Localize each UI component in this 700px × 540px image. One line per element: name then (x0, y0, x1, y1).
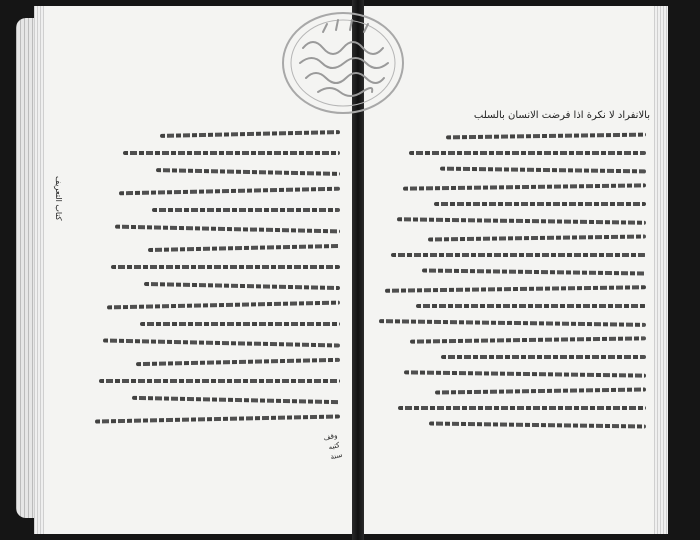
handwritten-line (446, 133, 646, 140)
handwritten-line (132, 396, 340, 404)
handwritten-line (160, 130, 340, 138)
right-page-edge (654, 6, 668, 534)
left-page-edge (34, 6, 44, 534)
handwritten-line (391, 253, 646, 257)
handwritten-line (123, 151, 340, 155)
handwritten-line (148, 244, 340, 252)
handwritten-line (115, 225, 340, 234)
colophon-line-1: وقف (322, 431, 339, 443)
handwritten-line (435, 388, 646, 395)
handwritten-line (422, 268, 646, 275)
handwritten-line (410, 336, 646, 343)
handwritten-line (385, 285, 646, 293)
handwritten-line (136, 358, 340, 366)
handwritten-line (441, 355, 646, 359)
handwritten-line (99, 379, 340, 383)
handwritten-line (111, 265, 340, 269)
handwritten-line (119, 187, 340, 196)
right-page-first-line: بالانفراد لا نكرة اذا فرضت الانسان بالسلب (473, 110, 650, 121)
handwritten-line (95, 414, 340, 423)
handwritten-line (397, 217, 646, 224)
colophon-line-3: سنة (329, 450, 343, 462)
handwritten-line (434, 202, 646, 206)
left-margin-note: كتاب التعريف (54, 176, 63, 221)
handwritten-line (416, 304, 646, 308)
handwritten-line (404, 370, 646, 377)
handwritten-line (403, 183, 646, 190)
handwritten-line (379, 319, 646, 327)
book-edge (16, 18, 36, 518)
handwritten-line (152, 208, 340, 212)
handwritten-line (398, 406, 646, 410)
handwritten-line (409, 151, 646, 155)
handwritten-line (144, 282, 340, 290)
handwritten-line (428, 234, 646, 241)
handwritten-line (440, 167, 646, 174)
handwritten-line (429, 421, 646, 428)
handwritten-line (156, 168, 340, 176)
handwritten-line (107, 301, 340, 310)
ownership-seal-stamp-icon (278, 8, 408, 118)
handwritten-line (140, 322, 340, 326)
handwritten-line (103, 339, 340, 348)
colophon-line-2: كتبه (327, 441, 341, 452)
